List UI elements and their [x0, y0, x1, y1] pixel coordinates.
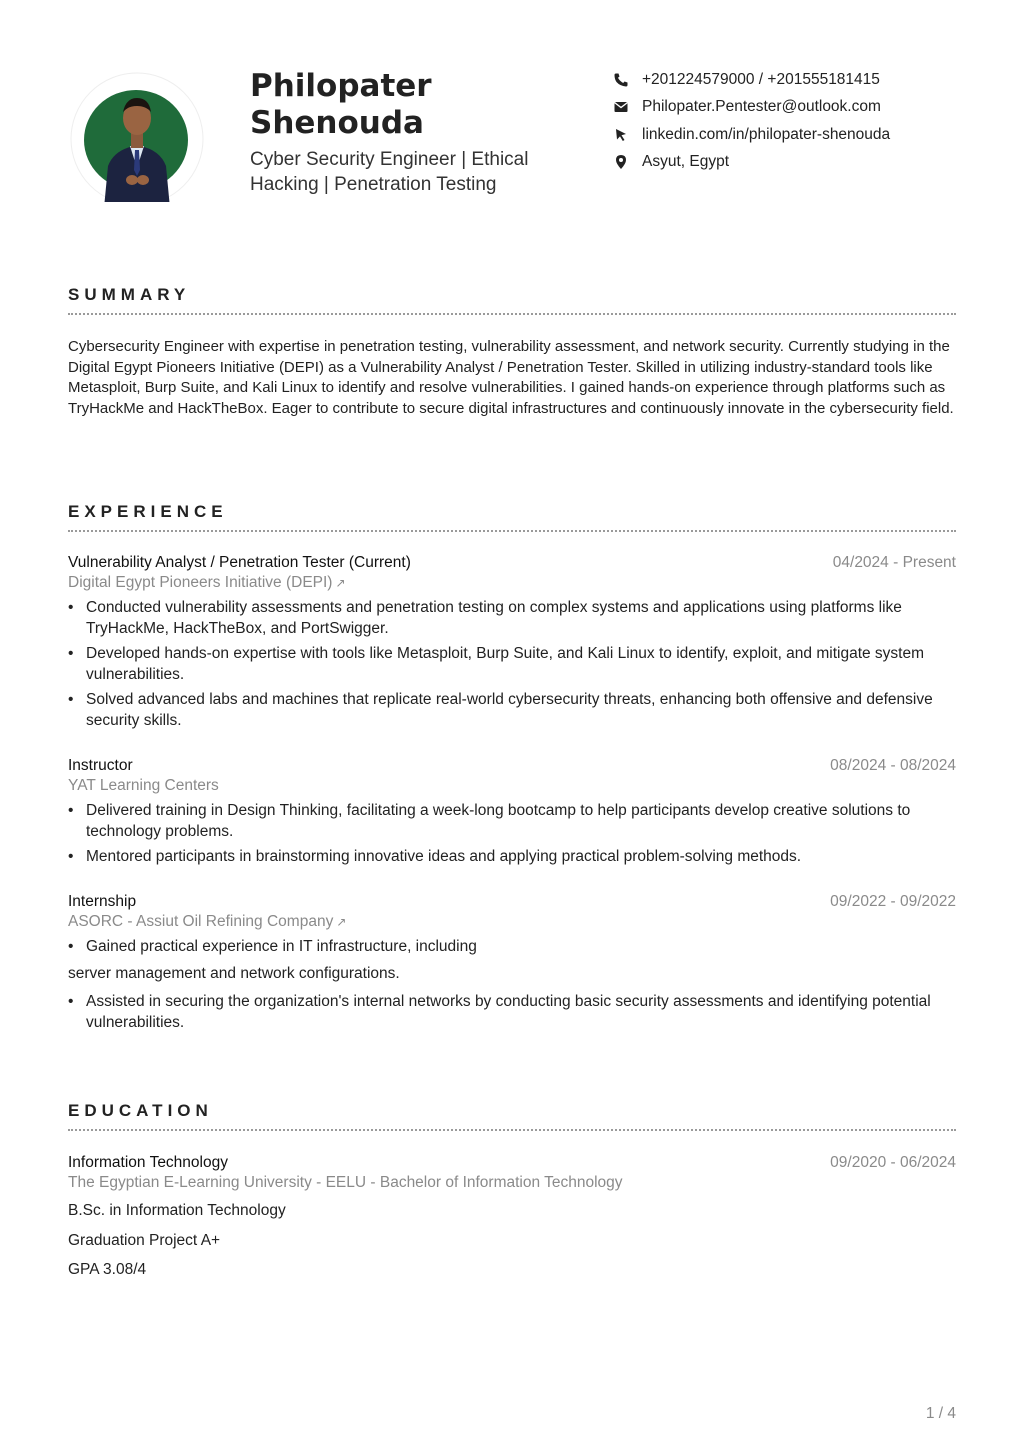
- job-bullets: [68, 937, 956, 958]
- job-detail-line: server management and network configurations.: [68, 964, 400, 982]
- job-date: 04/2024 - Present: [832, 554, 956, 571]
- education-entry: [68, 1154, 956, 1281]
- degree-title: Information Technology: [68, 1154, 228, 1171]
- summary-heading: SUMMARY: [68, 285, 956, 315]
- list-item: • Gained practical experience in IT infrastructure, including: [68, 937, 956, 958]
- job-title: Internship: [68, 893, 137, 910]
- education-date: 09/2020 - 06/2024: [830, 1154, 956, 1171]
- external-link-icon: ↗: [335, 576, 346, 590]
- job-bullets: [68, 801, 956, 868]
- linkedin-text[interactable]: linkedin.com/in/philopater-shenouda: [642, 125, 891, 143]
- profile-photo-illustration: [68, 70, 206, 208]
- list-item: • Assisted in securing the organization's internal networks by conducting basic security assessments and identifying potential vulnerabilities.: [68, 992, 956, 1033]
- list-item: • Mentored participants in brainstorming innovative ideas and applying practical problem-solving methods.: [68, 847, 956, 868]
- education-line: Graduation Project A+: [68, 1231, 221, 1249]
- experience-entry: [68, 554, 956, 736]
- experience-entry: [68, 893, 956, 1038]
- external-link-icon: ↗: [336, 915, 347, 929]
- employer-link[interactable]: [68, 574, 956, 592]
- job-date: 09/2022 - 09/2022: [830, 893, 956, 910]
- job-title: Vulnerability Analyst / Penetration Tester (Current): [68, 554, 411, 571]
- email-text[interactable]: Philopater.Pentester@outlook.com: [642, 98, 881, 116]
- experience-heading: EXPERIENCE: [68, 502, 956, 532]
- job-bullets: [68, 992, 956, 1033]
- phone-text: +201224579000 / +201555181415: [642, 70, 880, 88]
- job-title: Instructor: [68, 757, 133, 774]
- education-line: B.Sc. in Information Technology: [68, 1202, 286, 1219]
- employer-name: YAT Learning Centers: [68, 777, 219, 794]
- candidate-tagline: Cyber Security Engineer | Ethical Hacking | Penetration Testing: [250, 149, 529, 195]
- location-pin-icon: [612, 153, 630, 171]
- phone-icon: [612, 71, 630, 89]
- employer-name[interactable]: Digital Egypt Pioneers Initiative (DEPI): [68, 574, 333, 591]
- contact-phone: [612, 66, 992, 94]
- contact-list: [612, 66, 992, 176]
- education-line: GPA 3.08/4: [68, 1261, 147, 1278]
- contact-linkedin[interactable]: [612, 121, 992, 149]
- candidate-name: Philopater Shenouda: [250, 68, 432, 141]
- mail-icon: [612, 98, 630, 116]
- list-item: • Solved advanced labs and machines that replicate real-world cybersecurity threats, enhancing both offensive and defensive security skills.: [68, 690, 956, 731]
- page-number: 1 / 4: [925, 1405, 956, 1422]
- summary-text: Cybersecurity Engineer with expertise in penetration testing, vulnerability assessment, and network security. Currently studying in the Digital Egypt Pioneers Initiative (DEPI) as a Vulnerability Analyst / Penetration Tester. Skilled in utilizing industry-standard tools like Metasploit, Burp Suite, and Kali Linux to identify and resolve vulnerabilities. I gained hands-on experience through platforms such as TryHackMe and HackTheBox. Eager to contribute to secure digital infrastructures and continuously innovate in the cybersecurity field.: [68, 338, 954, 417]
- list-item: • Developed hands-on expertise with tools like Metasploit, Burp Suite, and Kali Linux to identify, exploit, and mitigate system vulnerabilities.: [68, 644, 956, 685]
- list-item: • Conducted vulnerability assessments and penetration testing on complex systems and applications using platforms like TryHackMe, HackTheBox, and PortSwigger.: [68, 598, 956, 639]
- profile-photo: [68, 70, 206, 208]
- location-text: Asyut, Egypt: [642, 153, 730, 171]
- cursor-icon: [612, 126, 630, 144]
- list-item: • Delivered training in Design Thinking, facilitating a week-long bootcamp to help participants develop creative solutions to technology problems.: [68, 801, 956, 842]
- employer-link[interactable]: [68, 913, 956, 931]
- contact-email[interactable]: [612, 94, 992, 122]
- school-name: The Egyptian E-Learning University - EELU - Bachelor of Information Technology: [68, 1174, 623, 1191]
- job-date: 08/2024 - 08/2024: [830, 757, 956, 774]
- job-bullets: [68, 598, 956, 731]
- experience-entry: [68, 757, 956, 873]
- employer-name[interactable]: ASORC - Assiut Oil Refining Company: [68, 913, 334, 930]
- education-heading: EDUCATION: [68, 1101, 956, 1131]
- contact-location: [612, 149, 992, 177]
